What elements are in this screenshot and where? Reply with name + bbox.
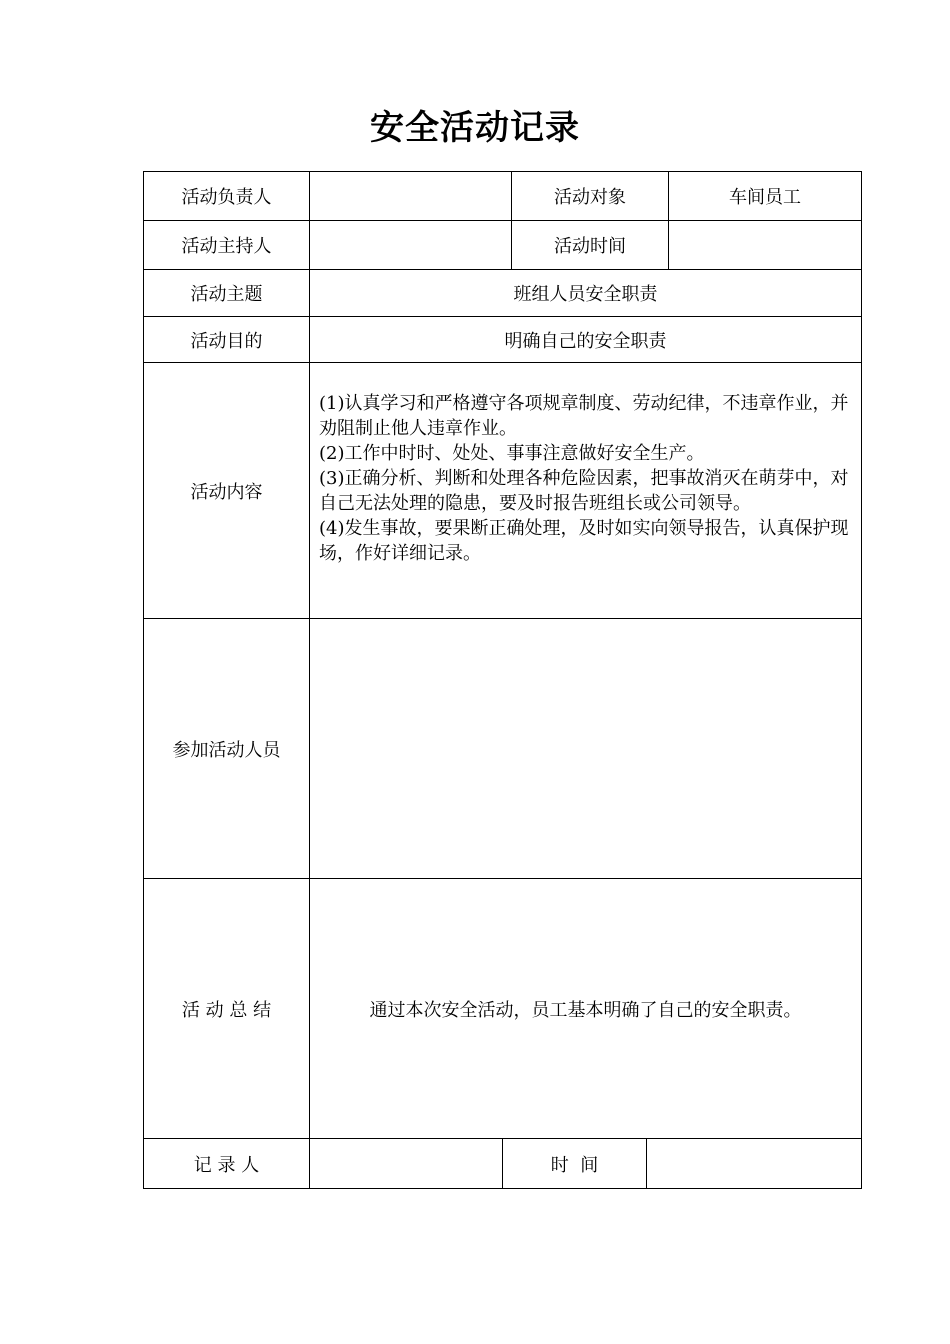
- participants-label: 参加活动人员: [172, 739, 281, 761]
- topic-label: 活动主题: [190, 284, 263, 305]
- content-item: (4)发生事故，要果断正确处理，及时如实向领导报告，认真保护现场，作好详细记录。: [319, 518, 849, 564]
- activity-record-table: [143, 171, 862, 1189]
- host-field[interactable]: [310, 221, 511, 269]
- time-label: 活动时间: [554, 236, 626, 257]
- time-field[interactable]: [669, 221, 861, 269]
- content-item: (3)正确分析、判断和处理各种危险因素，把事故消灭在萌芽中，对自己无法处理的隐患，要及时报告班组长或公司领导。: [319, 468, 849, 514]
- content-list[interactable]: [319, 391, 857, 566]
- record-time-field[interactable]: [647, 1139, 861, 1188]
- summary-label: 活 动 总 结: [181, 999, 272, 1021]
- record-time-label: 时 间: [550, 1154, 599, 1176]
- target-label: 活动对象: [554, 187, 626, 208]
- content-label: 活动内容: [190, 481, 263, 503]
- purpose-label: 活动目的: [190, 330, 263, 352]
- page-title: 安全活动记录: [370, 108, 580, 148]
- participants-field[interactable]: [310, 619, 861, 878]
- host-label: 活动主持人: [181, 236, 272, 257]
- leader-label: 活动负责人: [181, 187, 272, 208]
- summary-field[interactable]: 通过本次安全活动，员工基本明确了自己的安全职责。: [369, 999, 802, 1021]
- purpose-field[interactable]: 明确自己的安全职责: [504, 330, 667, 352]
- leader-field[interactable]: [310, 172, 511, 220]
- recorder-field[interactable]: [310, 1139, 502, 1188]
- recorder-label: 记 录 人: [193, 1154, 260, 1176]
- content-item: (1)认真学习和严格遵守各项规章制度、劳动纪律，不违章作业，并劝阻制止他人违章作业。: [319, 393, 849, 439]
- topic-field[interactable]: 班组人员安全职责: [513, 284, 658, 305]
- content-item: (2)工作中时时、处处、事事注意做好安全生产。: [319, 443, 705, 464]
- target-field[interactable]: 车间员工: [729, 187, 801, 208]
